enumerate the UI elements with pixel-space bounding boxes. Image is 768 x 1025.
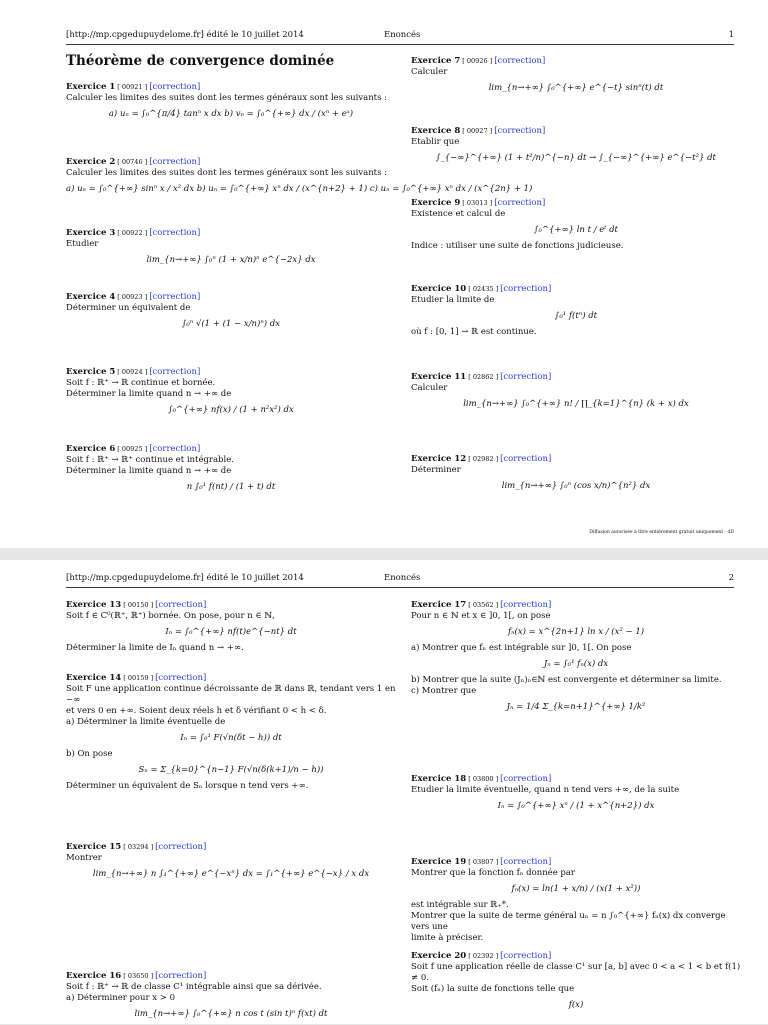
exercise-code: [ 00150 ] <box>123 601 154 609</box>
exercise-text: b) On pose <box>66 749 113 759</box>
exercise-heading <box>411 56 741 67</box>
formula: lim_{n→+∞} ∫₀ⁿ (1 + x/n)ⁿ e^{−2x} dx <box>146 255 316 265</box>
exercise-label: Exercice 12 <box>411 454 467 464</box>
exercise-label: Exercice 7 <box>411 56 461 66</box>
exercise-text: Soit f : ℝ⁺ → ℝ continue et bornée. <box>66 378 216 388</box>
formula: Jₙ = ∫₀¹ fₙ(x) dx <box>543 659 609 669</box>
exercise-text: Indice : utiliser une suite de fonctions judicieuse. <box>411 241 624 251</box>
page-header <box>66 573 734 588</box>
exercise-label: Exercice 20 <box>411 951 467 961</box>
exercise-label: Exercice 10 <box>411 284 467 294</box>
formula: lim_{n→+∞} ∫₀^{+∞} n! / ∏_{k=1}^{n} (k + x) dx <box>463 399 689 409</box>
exercise-text: Déterminer la limite de Iₙ quand n → +∞. <box>66 643 244 653</box>
correction-link[interactable]: [correction] <box>149 228 201 238</box>
formula: fₙ(x) = x^{2n+1} ln x / (x² − 1) <box>507 627 645 637</box>
correction-link[interactable]: [correction] <box>494 56 546 66</box>
exercise-code: [ 00927 ] <box>462 127 493 135</box>
exercise-text: Soit F une application continue décroissante de ℝ dans ℝ, tendant vers 1 en −∞ <box>66 684 396 705</box>
exercise-heading <box>66 971 396 982</box>
exercise-block <box>411 600 741 718</box>
correction-link[interactable]: [correction] <box>500 774 552 784</box>
exercise-text: est intégrable sur ℝ₊*. <box>411 900 509 910</box>
correction-link[interactable]: [correction] <box>500 951 552 961</box>
exercise-block <box>411 372 741 415</box>
exercise-text: a) Montrer que fₙ est intégrable sur ]0, 1[. On pose <box>411 643 632 653</box>
exercise-code: [ 00746 ] <box>117 158 148 166</box>
exercise-code: [ 03807 ] <box>468 858 499 866</box>
page-header <box>66 30 734 45</box>
formula: fₙ(x) = ln(1 + x/n) / (x(1 + x²)) <box>511 884 641 894</box>
exercise-label: Exercice 11 <box>411 372 467 382</box>
exercise-heading <box>66 82 396 93</box>
exercise-label: Exercice 18 <box>411 774 467 784</box>
exercise-block <box>411 857 741 944</box>
correction-link[interactable]: [correction] <box>500 454 552 464</box>
correction-link[interactable]: [correction] <box>494 198 546 208</box>
formula: n ∫₀¹ f(nt) / (1 + t) dt <box>186 482 276 492</box>
header-section: Enoncés <box>384 30 421 40</box>
exercise-heading <box>411 198 741 209</box>
exercise-block <box>66 228 396 271</box>
exercise-block <box>66 82 396 125</box>
exercise-heading <box>66 367 396 378</box>
exercise-block <box>66 157 533 200</box>
exercise-code: [ 00924 ] <box>117 368 148 376</box>
exercise-label: Exercice 4 <box>66 292 116 302</box>
exercise-text: Soit (fₙ) la suite de fonctions telle que <box>411 984 575 994</box>
exercise-heading <box>411 284 741 295</box>
header-source: [http://mp.cpgedupuydelome.fr] édité le 10 juillet 2014 <box>66 573 304 583</box>
exercise-heading <box>411 454 741 465</box>
exercise-text: c) Montrer que <box>411 686 477 696</box>
formula: f(x) <box>568 1000 584 1010</box>
formula: ∫₀^{+∞} nf(x) / (1 + n²x²) dx <box>168 405 294 415</box>
formula: lim_{n→+∞} n ∫₁^{+∞} e^{−xⁿ} dx = ∫₁^{+∞} e^{−x} / x dx <box>92 869 370 879</box>
correction-link[interactable]: [correction] <box>155 673 207 683</box>
exercise-block <box>66 600 396 654</box>
exercise-block <box>66 292 396 335</box>
formula: lim_{n→+∞} ∫₀^{+∞} e^{−t} sinⁿ(t) dt <box>488 83 664 93</box>
exercise-block <box>411 951 741 1016</box>
exercise-heading <box>411 951 741 962</box>
exercise-label: Exercice 3 <box>66 228 116 238</box>
exercise-code: [ 00925 ] <box>117 445 148 453</box>
exercise-text: Etudier <box>66 239 99 249</box>
exercise-code: [ 02392 ] <box>468 952 499 960</box>
exercise-block <box>66 971 396 1025</box>
exercise-code: [ 03013 ] <box>462 199 493 207</box>
exercise-text: Montrer que la fonction fₙ donnée par <box>411 868 575 878</box>
exercise-text: Soit f : ℝ⁺ → ℝ de classe C¹ intégrable ainsi que sa dérivée. <box>66 982 322 992</box>
exercise-block <box>66 673 396 792</box>
exercise-text: Déterminer <box>411 465 461 475</box>
exercise-text: Calculer <box>411 67 448 77</box>
exercise-code: [ 00926 ] <box>462 57 493 65</box>
exercise-text: Déterminer la limite quand n → +∞ de <box>66 466 232 476</box>
exercise-heading <box>66 842 396 853</box>
exercise-text: Montrer que la suite de terme général uₙ = n ∫₀^{+∞} fₙ(x) dx converge vers une <box>411 911 726 932</box>
exercise-block <box>411 774 741 817</box>
correction-link[interactable]: [correction] <box>500 600 552 610</box>
correction-link[interactable]: [correction] <box>155 842 207 852</box>
page-2 <box>0 560 768 1024</box>
exercise-block <box>66 842 396 885</box>
exercise-text: Déterminer la limite quand n → +∞ de <box>66 389 232 399</box>
exercise-heading <box>66 228 396 239</box>
exercise-heading <box>66 157 396 168</box>
exercise-label: Exercice 19 <box>411 857 467 867</box>
exercise-text: Soit f : ℝ⁺ → ℝ⁺ continue et intégrable. <box>66 455 234 465</box>
page-number: 2 <box>728 573 734 583</box>
formula: a) uₙ = ∫₀^{+∞} sinⁿ x / x² dx b) uₙ = ∫₀^{+∞} xⁿ dx / (x^{n+2} + 1) c) uₙ = ∫₀^{+∞} xⁿ dx / (x^{2n} + 1) <box>66 184 533 194</box>
exercise-block <box>66 367 396 421</box>
exercise-code: [ 03562 ] <box>468 601 499 609</box>
exercise-code: [ 03294 ] <box>123 843 154 851</box>
exercise-heading <box>411 857 741 868</box>
exercise-heading <box>411 372 741 383</box>
exercise-code: [ 00923 ] <box>117 293 148 301</box>
formula: a) uₙ = ∫₀^{π/4} tanⁿ x dx b) vₙ = ∫₀^{+∞} dx / (xⁿ + eˣ) <box>108 109 354 119</box>
exercise-code: [ 00159 ] <box>123 674 154 682</box>
correction-link[interactable]: [correction] <box>155 971 207 981</box>
page-number: 1 <box>728 30 734 40</box>
exercise-label: Exercice 9 <box>411 198 461 208</box>
correction-link[interactable]: [correction] <box>500 284 552 294</box>
exercise-code: [ 03800 ] <box>468 775 499 783</box>
exercise-text: Soit f ∈ C⁰(ℝ⁺, ℝ⁺) bornée. On pose, pour n ∈ ℕ, <box>66 611 275 621</box>
exercise-text: et vers 0 en +∞. Soient deux réels h et δ vérifiant 0 < h < δ. <box>66 706 327 716</box>
exercise-code: [ 00922 ] <box>117 229 148 237</box>
exercise-code: [ 02982 ] <box>468 455 499 463</box>
correction-link[interactable]: [correction] <box>155 600 207 610</box>
exercise-label: Exercice 6 <box>66 444 116 454</box>
exercise-code: [ 02862 ] <box>468 373 499 381</box>
correction-link[interactable]: [correction] <box>149 82 201 92</box>
page-footer: Diffusion autorisée à titre entièrement gratuit uniquement - dD <box>589 530 734 535</box>
correction-link[interactable]: [correction] <box>149 157 201 167</box>
exercise-text: Etablir que <box>411 137 460 147</box>
exercise-text: Montrer <box>66 853 102 863</box>
exercise-label: Exercice 5 <box>66 367 116 377</box>
exercise-heading <box>66 444 396 455</box>
exercise-text: b) Montrer que la suite (Jₙ)ₙ∈ℕ est convergente et déterminer sa limite. <box>411 675 722 685</box>
formula: Iₙ = ∫₀^{+∞} xⁿ / (1 + x^{n+2}) dx <box>497 801 655 811</box>
exercise-heading <box>411 600 741 611</box>
exercise-label: Exercice 8 <box>411 126 461 136</box>
exercise-text: Calculer les limites des suites dont les termes généraux sont les suivants : <box>66 93 388 103</box>
exercise-label: Exercice 14 <box>66 673 122 683</box>
correction-link[interactable]: [correction] <box>149 292 201 302</box>
header-source: [http://mp.cpgedupuydelome.fr] édité le 10 juillet 2014 <box>66 30 304 40</box>
exercise-heading <box>66 673 396 684</box>
formula: ∫₀¹ f(tⁿ) dt <box>554 311 598 321</box>
exercise-heading <box>66 600 396 611</box>
exercise-label: Exercice 17 <box>411 600 467 610</box>
formula: lim_{n→+∞} ∫₀ⁿ (cos x/n)^{n²} dx <box>501 481 651 491</box>
correction-link[interactable]: [correction] <box>494 126 546 136</box>
exercise-heading <box>411 774 741 785</box>
exercise-text: Soit f une application réelle de classe C¹ sur [a, b] avec 0 < a < 1 < b et f(1) ≠ 0. <box>411 962 741 983</box>
exercise-label: Exercice 13 <box>66 600 122 610</box>
header-section: Enoncés <box>384 573 421 583</box>
exercise-heading <box>411 126 741 137</box>
correction-link[interactable]: [correction] <box>149 444 201 454</box>
formula: Sₙ = Σ_{k=0}^{n−1} F(√n(δ(k+1)/n − h)) <box>138 765 324 775</box>
exercise-block <box>66 444 396 498</box>
page-title: Théorème de convergence dominée <box>66 53 335 69</box>
formula: Iₙ = ∫₀¹ F(√n(δt − h)) dt <box>180 733 282 743</box>
formula: Iₙ = ∫₀^{+∞} nf(t)e^{−nt} dt <box>165 627 297 637</box>
correction-link[interactable]: [correction] <box>149 367 201 377</box>
exercise-block <box>411 284 741 338</box>
exercise-text: Déterminer un équivalent de <box>66 303 191 313</box>
formula: ∫₀ⁿ √(1 + (1 − x/n)ⁿ) dx <box>181 319 281 329</box>
exercise-label: Exercice 1 <box>66 82 116 92</box>
exercise-label: Exercice 16 <box>66 971 122 981</box>
exercise-text: a) Déterminer la limite éventuelle de <box>66 717 226 727</box>
exercise-label: Exercice 15 <box>66 842 122 852</box>
exercise-text: où f : [0, 1] → ℝ est continue. <box>411 327 537 337</box>
exercise-text: a) Déterminer pour x > 0 <box>66 993 176 1003</box>
exercise-code: [ 00921 ] <box>117 83 148 91</box>
exercise-text: Calculer <box>411 383 448 393</box>
exercise-block <box>411 454 741 497</box>
correction-link[interactable]: [correction] <box>500 857 552 867</box>
formula: Jₙ = 1/4 Σ_{k=n+1}^{+∞} 1/k² <box>506 702 646 712</box>
exercise-text: Déterminer un équivalent de Sₙ lorsque n tend vers +∞. <box>66 781 309 791</box>
formula: ∫₀^{+∞} ln t / eᵗ dt <box>534 225 618 235</box>
exercise-text: Existence et calcul de <box>411 209 506 219</box>
formula: lim_{n→+∞} ∫₀^{+∞} n cos t (sin t)ⁿ f(xt) dt <box>134 1009 328 1019</box>
exercise-code: [ 02435 ] <box>468 285 499 293</box>
exercise-text: limite à préciser. <box>411 933 484 943</box>
exercise-label: Exercice 2 <box>66 157 116 167</box>
exercise-text: Pour n ∈ ℕ et x ∈ ]0, 1[, on pose <box>411 611 551 621</box>
formula: ∫_{−∞}^{+∞} (1 + t²/n)^{−n} dt → ∫_{−∞}^{+∞} e^{−t²} dt <box>436 153 716 163</box>
exercise-block <box>411 126 741 169</box>
exercise-heading <box>66 292 396 303</box>
exercise-text: Etudier la limite éventuelle, quand n tend vers +∞, de la suite <box>411 785 680 795</box>
exercise-text: Calculer les limites des suites dont les termes généraux sont les suivants : <box>66 168 388 178</box>
exercise-block <box>411 56 741 99</box>
exercise-code: [ 03650 ] <box>123 972 154 980</box>
exercise-block <box>411 198 741 252</box>
exercise-text: Etudier la limite de <box>411 295 495 305</box>
correction-link[interactable]: [correction] <box>500 372 552 382</box>
